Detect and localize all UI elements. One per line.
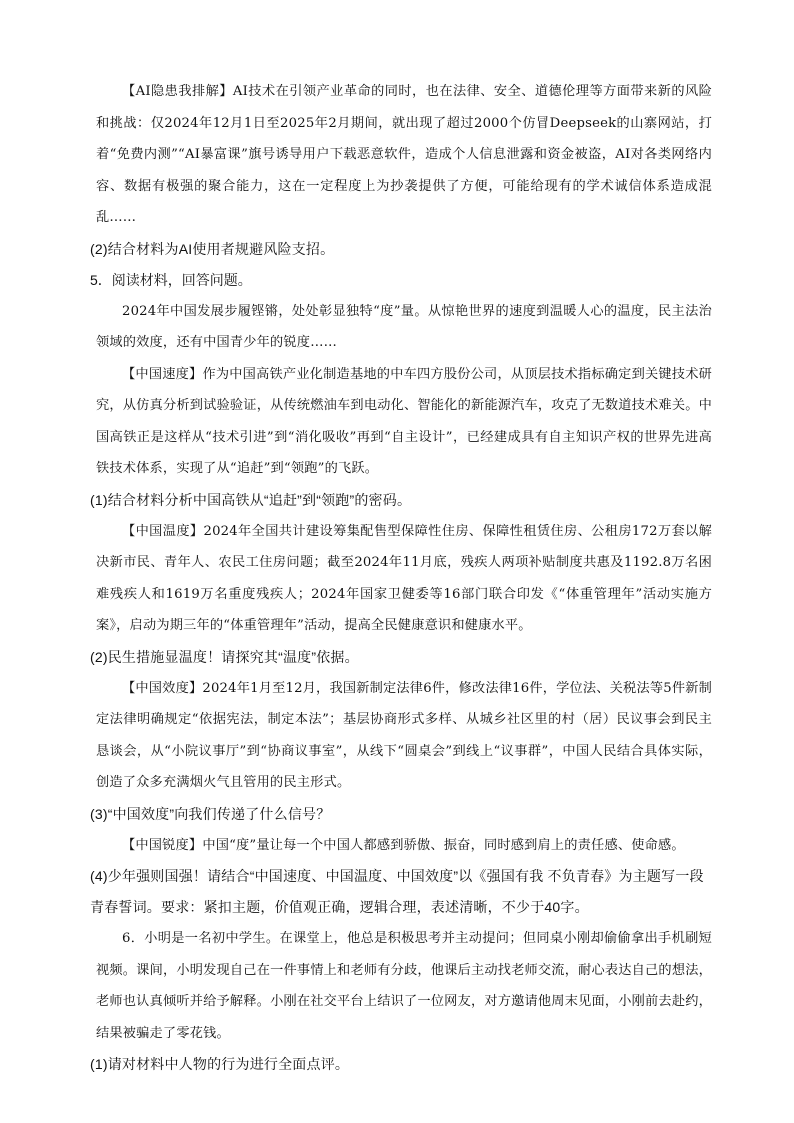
material-ai-risks: 【AI隐患我排解】AI技术在引领产业革命的同时，也在法律、安全、道德伦理等方面带来新的风险和挑战：仅2024年12月1日至2025年2月期间，就出现了超过2000个仿冒Deepseek的山寨网站，打着“免费内测”“AI暴富课”旗号诱导用户下载恶意软件，造成个人信息泄露和资金被盗，AI对各类网络内容、数据有极强的聚合能力，这在一定程度上为抄袭提供了方便，可能给现有的学术诚信体系造成混乱…… — [96, 84, 712, 225]
material-china-efficacy: 【中国效度】2024年1月至12月，我国新制定法律6件，修改法律16件，学位法、关税法等5件新制定法律明确规定“依据宪法，制定本法”；基层协商形式多样、从城乡社区里的村（居）民议事会到民主恳谈会，从“小院议事厅”到“协商议事室”，从线下“圆桌会”到线上“议事群”，中国人民结合具体实际，创造了众多充满烟火气且管用的民主形式。 — [96, 680, 712, 790]
question-5-1: (1)结合材料分析中国高铁从“追赶”到“领跑”的密码。 — [90, 491, 412, 508]
question-5-4: (4)少年强则国强！请结合“中国速度、中国温度、中国效度”以《强国有我 不负青春》为主题写一段青春誓词。要求：紧扣主题，价值观正确，逻辑合理，表述清晰，不少于40字。 — [90, 868, 704, 915]
question-6-1: (1)请对材料中人物的行为进行全面点评。 — [90, 1056, 350, 1072]
question-4-2: (2)结合材料为AI使用者规避风险支招。 — [90, 240, 335, 257]
material-china-sharpness: 【中国锐度】中国“度”量让每一个中国人都感到骄傲、振奋，同时感到肩上的责任感、使命感。 — [122, 837, 685, 853]
material-china-warmth: 【中国温度】2024年全国共计建设筹集配售型保障性住房、保障性租赁住房、公租房172万套以解决新市民、青年人、农民工住房问题；截至2024年11月底，残疾人两项补贴制度共惠及1192.8万名困难残疾人和1619万名重度残疾人；2024年国家卫健委等16部门联合印发《“体重管理年”活动实施方案》，启动为期三年的“体重管理年”活动，提高全民健康意识和健康水平。 — [96, 523, 712, 633]
question-5-3: (3)“中国效度”向我们传递了什么信号？ — [90, 805, 331, 822]
question-5-2: (2)民生措施显温度！请探究其“温度”依据。 — [90, 648, 359, 665]
material-china-speed: 【中国速度】作为中国高铁产业化制造基地的中车四方股份公司，从顶层技术指标确定到关键技术研究，从仿真分析到试验验证，从传统燃油车到电动化、智能化的新能源汽车，攻克了无数道技术难关。中国高铁正是这样从“技术引进”到“消化吸收”再到“自主设计”，已经建成具有自主知识产权的世界先进高铁技术体系，实现了从“追赶”到“领跑”的飞跃。 — [96, 366, 712, 476]
material-intro: 2024年中国发展步履铿锵，处处彰显独特“度”量。从惊艳世界的速度到温暖人心的温度，民主法治领域的效度，还有中国青少年的锐度…… — [96, 303, 712, 350]
question-6-material: 6．小明是一名初中学生。在课堂上，他总是积极思考并主动提问；但同桌小刚却偷偷拿出手机刷短视频。课间，小明发现自己在一件事情上和老师有分歧，他课后主动找老师交流，耐心表达自己的想法，老师也认真倾听并给予解释。小刚在社交平台上结识了一位网友，对方邀请他周末见面，小刚前去赴约，结果被骗走了零花钱。 — [96, 931, 712, 1041]
question-5-heading: 5．阅读材料，回答问题。 — [90, 271, 252, 288]
